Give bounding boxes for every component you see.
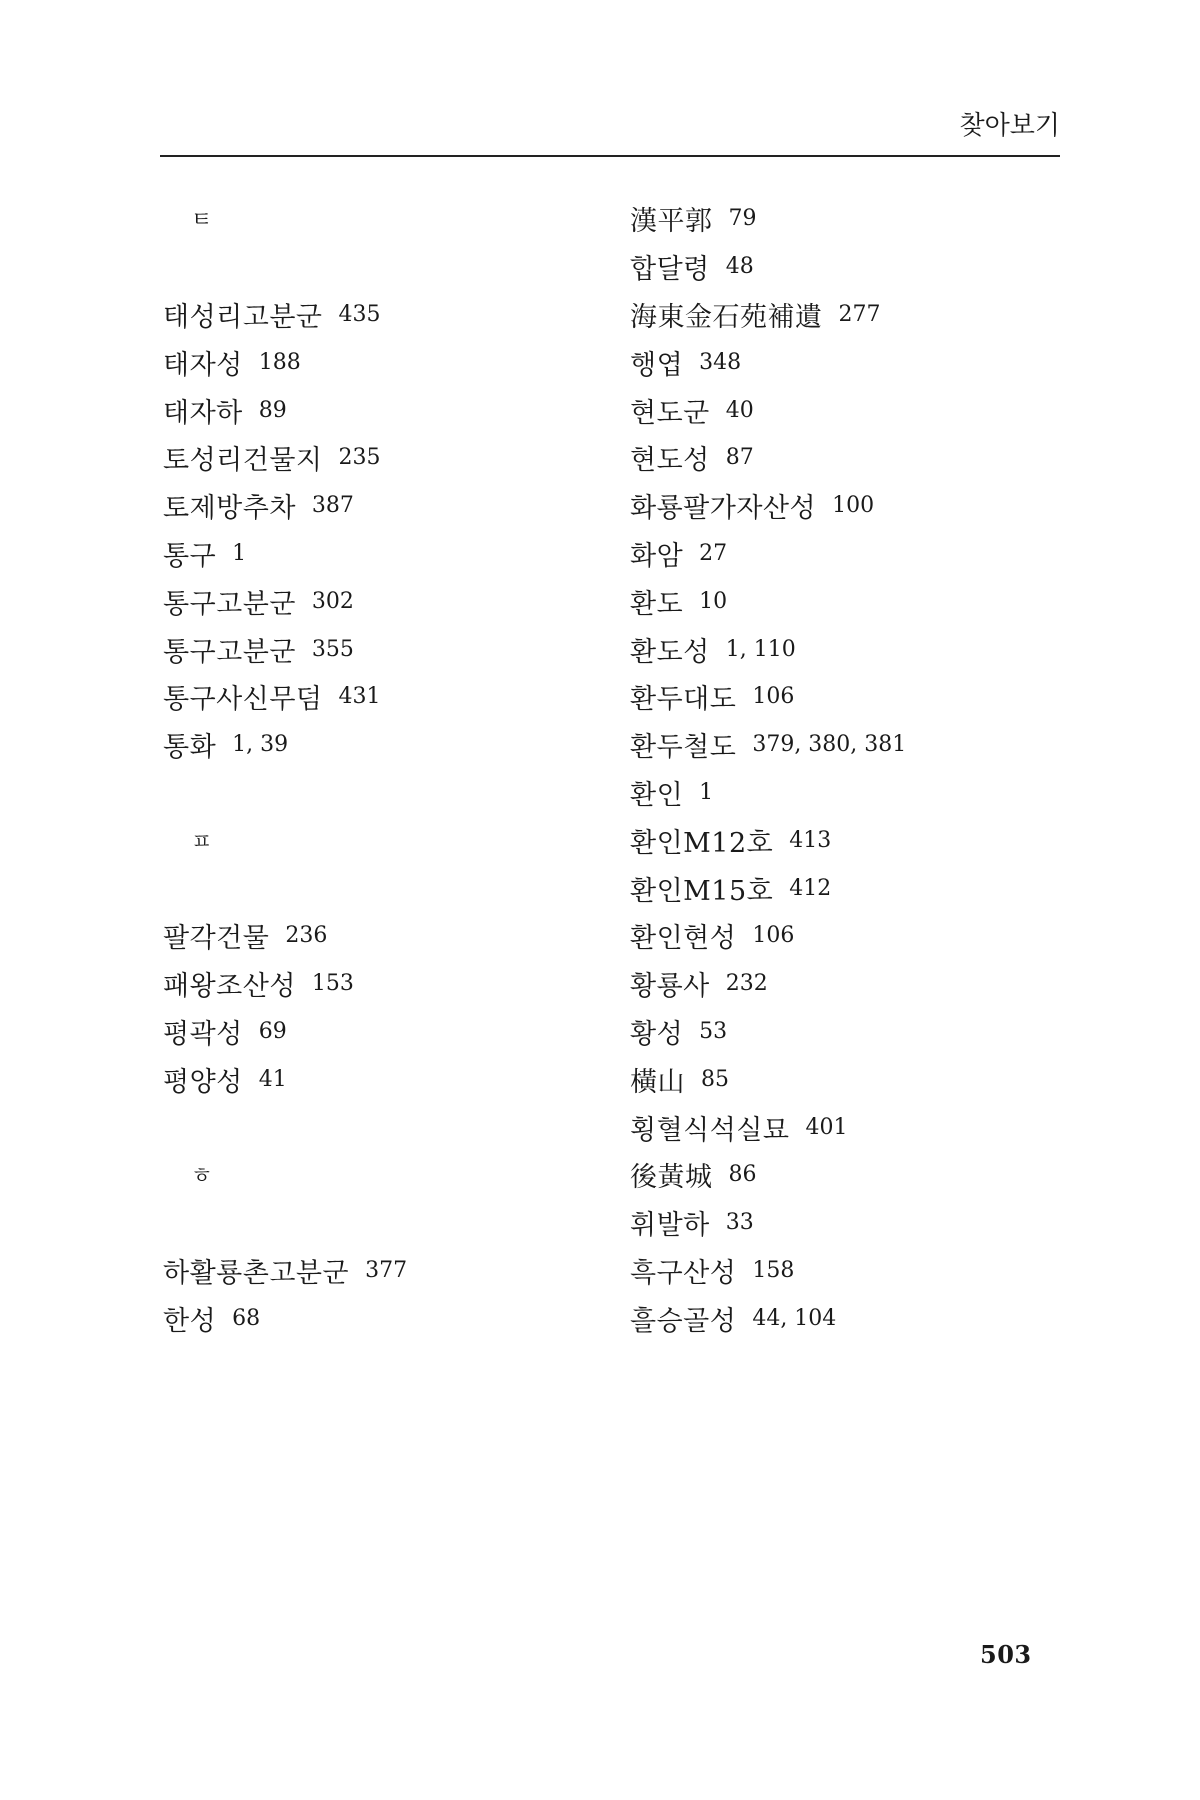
section-entries-h (163, 1247, 603, 1343)
index-right-column (630, 195, 1070, 1342)
index-entry (630, 625, 1070, 673)
section-letter-row (163, 816, 603, 864)
index-entry (630, 482, 1070, 530)
index-entry (163, 1294, 603, 1342)
index-entry (630, 530, 1070, 578)
index-entry (630, 1103, 1070, 1151)
index-entry (630, 1294, 1070, 1342)
index-term: 흑구산성 (630, 1257, 737, 1289)
index-page-refs: 106 (752, 923, 795, 949)
index-entry (630, 386, 1070, 434)
index-entry (630, 434, 1070, 482)
index-page-refs: 87 (725, 445, 754, 471)
index-term: 횡혈식석실묘 (630, 1114, 790, 1146)
index-entry (163, 721, 603, 769)
index-term: 환인M12호 (630, 827, 774, 859)
header-divider (160, 155, 1060, 157)
index-page-refs: 33 (725, 1210, 754, 1236)
index-page-refs: 236 (285, 923, 328, 949)
index-page-refs: 431 (338, 684, 381, 710)
section-letter-row (163, 1151, 603, 1199)
index-term: 환인현성 (630, 923, 737, 955)
index-entry (163, 1247, 603, 1295)
section-spacer (163, 864, 603, 912)
index-entry (163, 912, 603, 960)
index-term: 흘승골성 (630, 1305, 737, 1337)
index-entry (163, 386, 603, 434)
index-entry (163, 577, 603, 625)
index-entry (163, 673, 603, 721)
index-page-refs: 1, 39 (232, 732, 289, 758)
index-page-refs: 106 (752, 684, 795, 710)
index-term: 통화 (163, 732, 217, 764)
index-term: 통구고분군 (163, 588, 296, 620)
index-page-refs: 1, 110 (725, 636, 796, 662)
index-page-refs: 89 (258, 397, 287, 423)
index-entry (630, 1055, 1070, 1103)
index-term: 평곽성 (163, 1018, 243, 1050)
index-term: 황룡사 (630, 971, 710, 1003)
index-term: 환두철도 (630, 732, 737, 764)
index-page-refs: 377 (365, 1257, 408, 1283)
index-page-refs: 41 (258, 1066, 287, 1092)
index-term: 현도성 (630, 445, 710, 477)
index-term: 통구 (163, 540, 217, 572)
index-page-refs: 10 (699, 588, 728, 614)
index-entry (630, 291, 1070, 339)
index-page-refs: 302 (311, 588, 354, 614)
index-page-refs: 188 (258, 349, 301, 375)
section-spacer (163, 1199, 603, 1247)
index-page-refs: 27 (699, 540, 728, 566)
section-entries-t (163, 291, 603, 769)
index-entry (630, 816, 1070, 864)
index-entry (630, 195, 1070, 243)
index-entry (163, 625, 603, 673)
index-entry (630, 577, 1070, 625)
index-term: 환두대도 (630, 684, 737, 716)
index-entry (630, 1008, 1070, 1056)
index-entry (630, 243, 1070, 291)
section-letter-h: ㅎ (191, 1164, 213, 1190)
index-entry (630, 1151, 1070, 1199)
index-entry (163, 960, 603, 1008)
index-term: 後黃城 (630, 1162, 713, 1194)
index-page-refs: 86 (728, 1162, 757, 1188)
index-term: 화룡팔가자산성 (630, 493, 817, 525)
index-term: 화암 (630, 540, 684, 572)
index-page-refs: 158 (752, 1257, 795, 1283)
index-term: 토성리건물지 (163, 445, 323, 477)
index-entry (163, 1055, 603, 1103)
index-page-refs: 413 (789, 827, 832, 853)
index-entry (630, 1247, 1070, 1295)
index-page-refs: 100 (832, 493, 875, 519)
index-entry (630, 960, 1070, 1008)
index-term: 태성리고분군 (163, 301, 323, 333)
index-entry (630, 338, 1070, 386)
section-entries-p (163, 912, 603, 1103)
index-term: 하활룡촌고분군 (163, 1257, 350, 1289)
index-entry (630, 864, 1070, 912)
page-number: 503 (980, 1640, 1032, 1669)
page-header-title: 찾아보기 (959, 111, 1060, 141)
index-term: 현도군 (630, 397, 710, 429)
index-term: 橫山 (630, 1066, 685, 1098)
index-page-refs: 40 (725, 397, 754, 423)
index-entry (163, 1008, 603, 1056)
index-term: 태자하 (163, 397, 243, 429)
index-entry (630, 1199, 1070, 1247)
section-letter-t: ㅌ (191, 208, 213, 234)
index-term: 평양성 (163, 1066, 243, 1098)
index-entry (163, 530, 603, 578)
section-letter-row (163, 195, 603, 243)
index-term: 합달령 (630, 254, 710, 286)
index-term: 海東金石苑補遺 (630, 301, 823, 333)
index-entry (163, 434, 603, 482)
index-term: 황성 (630, 1018, 684, 1050)
index-page-refs: 435 (338, 301, 381, 327)
index-entry (630, 673, 1070, 721)
index-term: 태자성 (163, 349, 243, 381)
index-term: 팔각건물 (163, 923, 270, 955)
index-page-refs: 232 (725, 971, 768, 997)
index-page-refs: 85 (701, 1066, 729, 1092)
index-page-refs: 412 (789, 875, 832, 901)
index-page-refs: 68 (232, 1305, 261, 1331)
index-entry (630, 769, 1070, 817)
index-entry (163, 291, 603, 339)
index-term: 환인M15호 (630, 875, 774, 907)
index-page-refs: 1 (232, 540, 247, 566)
index-page-refs: 355 (311, 636, 354, 662)
section-spacer (163, 243, 603, 291)
index-entry (163, 482, 603, 530)
index-term: 환인 (630, 779, 684, 811)
index-page-refs: 401 (805, 1114, 848, 1140)
section-entries-right (630, 195, 1070, 1342)
section-letter-p: ㅍ (191, 829, 213, 855)
index-page-refs: 153 (311, 971, 354, 997)
index-term: 漢平郭 (630, 206, 713, 238)
index-page-refs: 44, 104 (752, 1305, 837, 1331)
index-page-refs: 69 (258, 1018, 287, 1044)
index-term: 통구사신무덤 (163, 684, 323, 716)
index-term: 패왕조산성 (163, 971, 296, 1003)
index-page-refs: 53 (699, 1018, 728, 1044)
index-term: 통구고분군 (163, 636, 296, 668)
index-term: 토제방추차 (163, 493, 296, 525)
index-left-column (163, 195, 603, 1342)
section-spacer (163, 769, 603, 817)
index-page-refs: 1 (699, 779, 714, 805)
index-page-refs: 387 (311, 493, 354, 519)
index-page-refs: 379, 380, 381 (752, 732, 907, 758)
index-page-refs: 48 (725, 254, 754, 280)
index-entry (630, 721, 1070, 769)
index-term: 한성 (163, 1305, 217, 1337)
index-term: 환도성 (630, 636, 710, 668)
index-page-refs: 277 (838, 301, 881, 327)
index-term: 환도 (630, 588, 684, 620)
index-page-refs: 235 (338, 445, 381, 471)
section-spacer (163, 1103, 603, 1151)
index-entry (163, 338, 603, 386)
index-page-refs: 79 (728, 206, 757, 232)
index-entry (630, 912, 1070, 960)
index-page-refs: 348 (699, 349, 742, 375)
index-term: 휘발하 (630, 1210, 710, 1242)
index-term: 행엽 (630, 349, 684, 381)
